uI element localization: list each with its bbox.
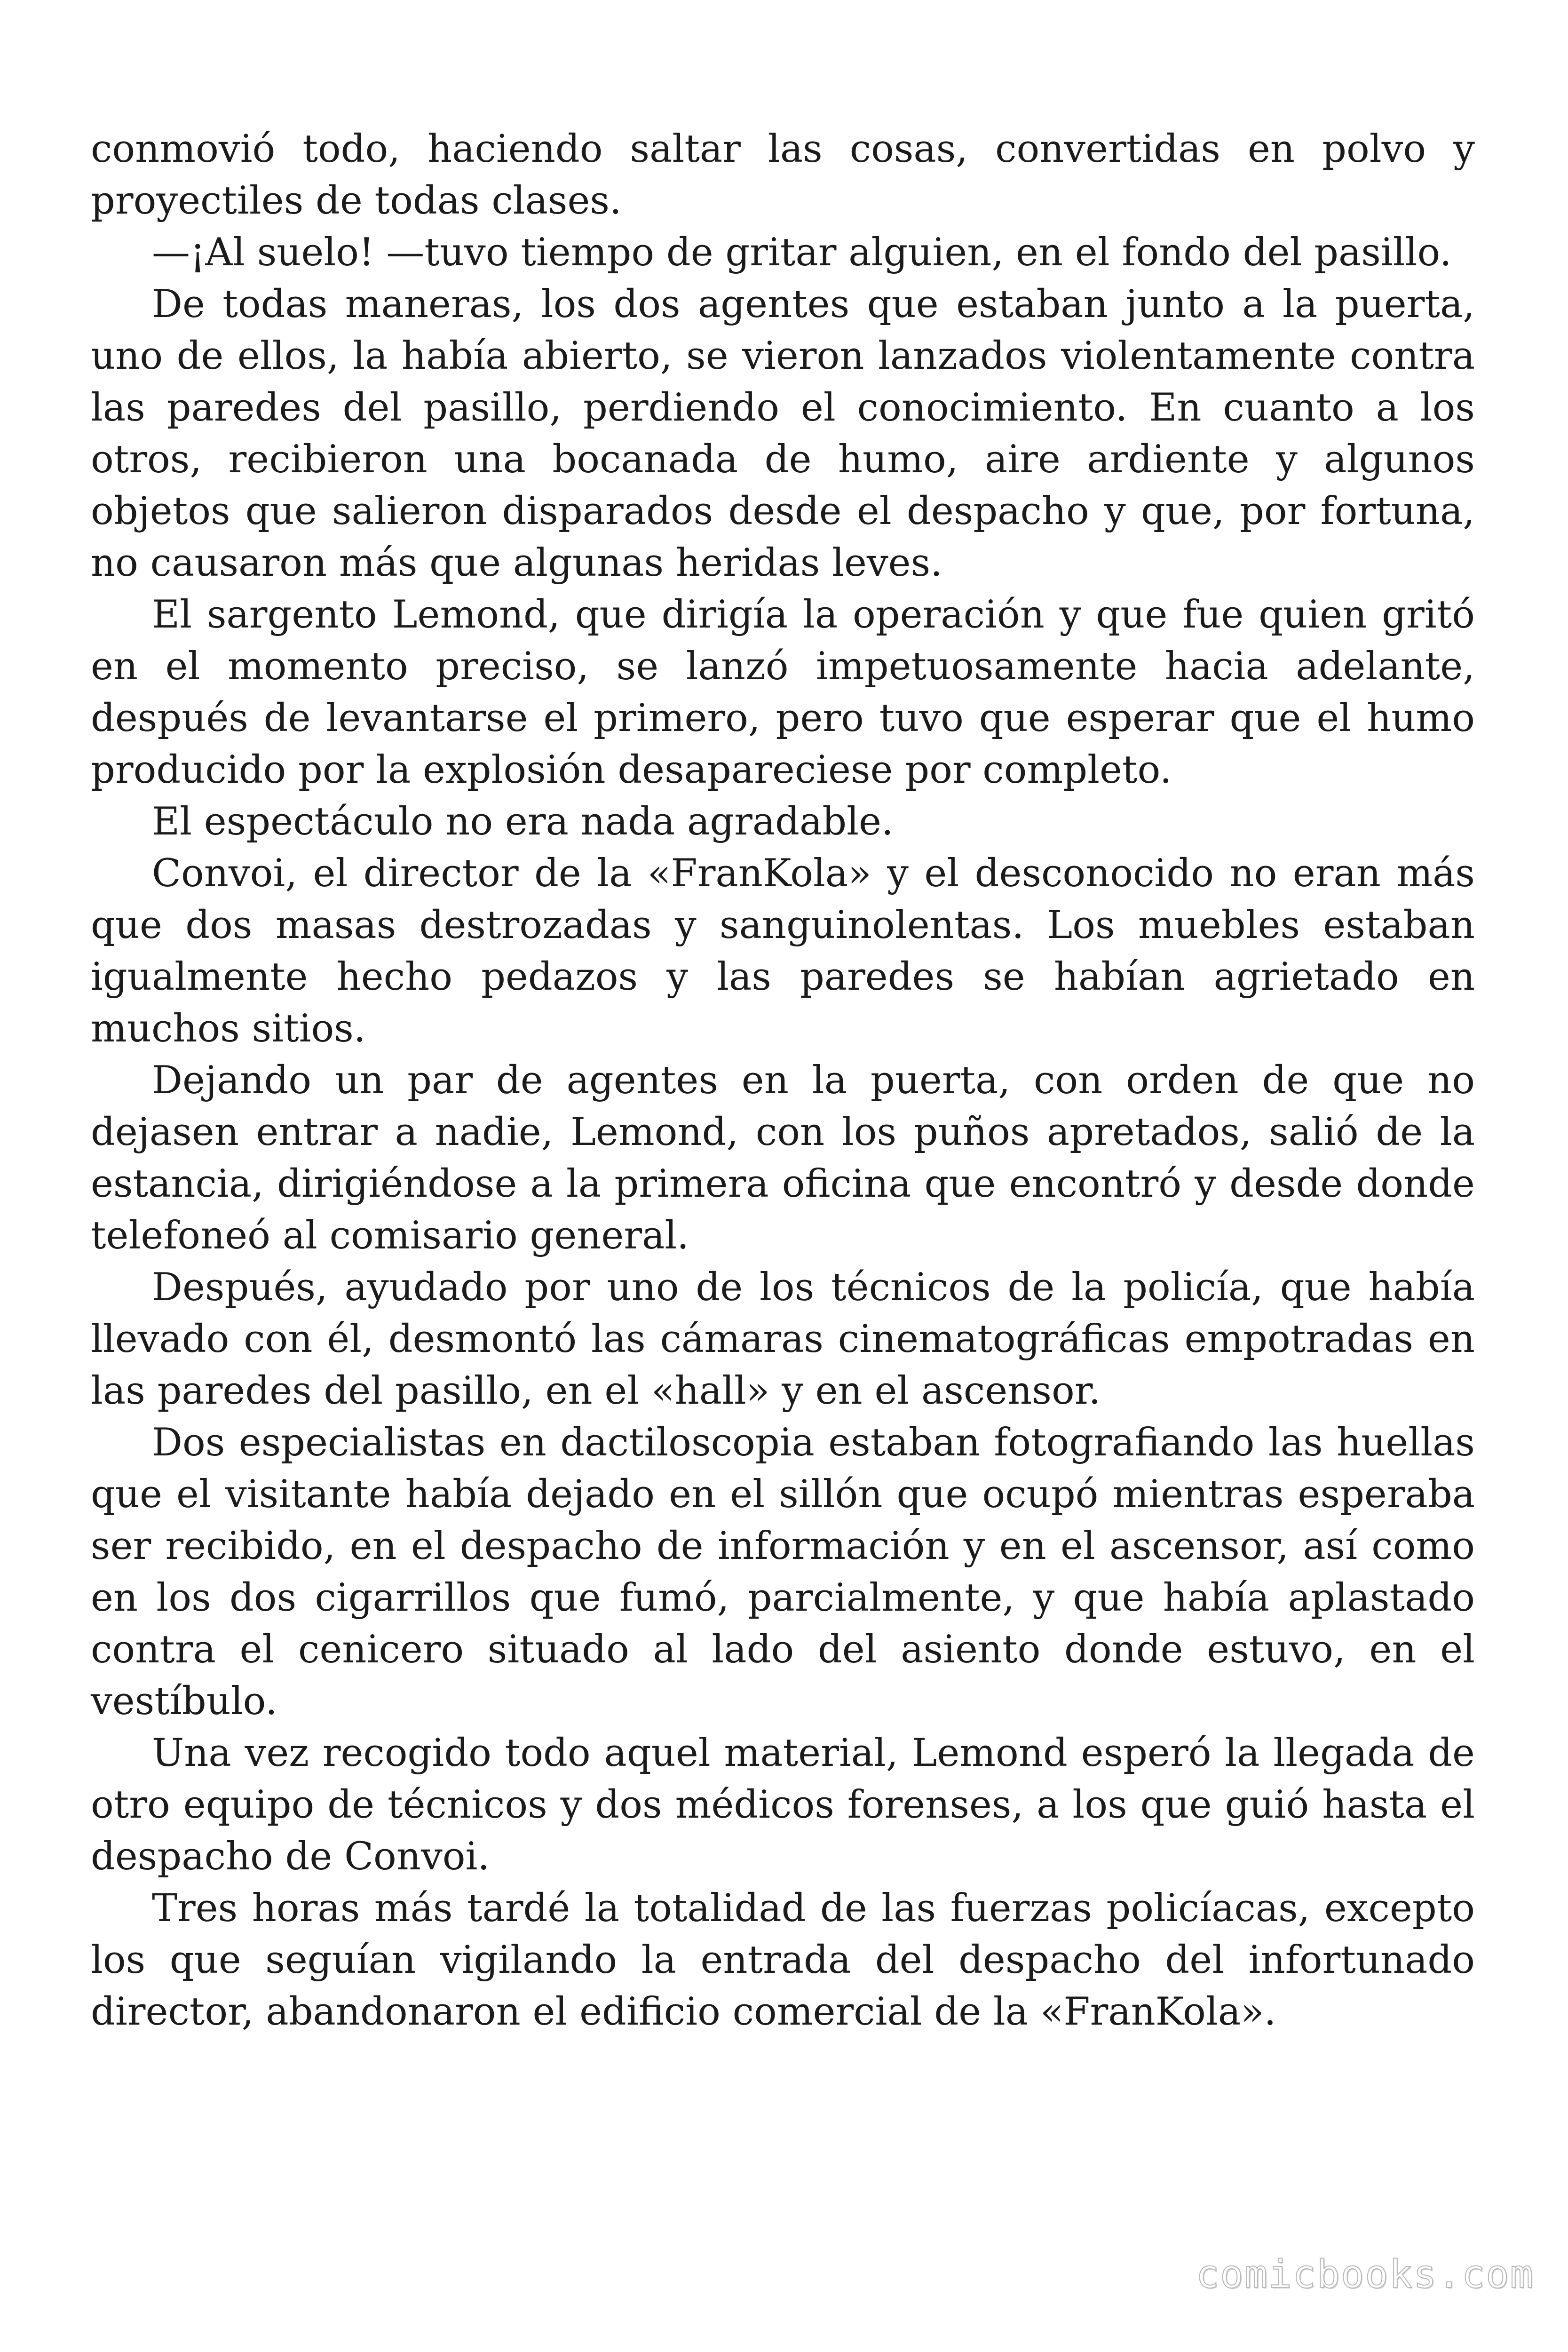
paragraph: El espectáculo no era nada agradable. <box>152 800 894 844</box>
paragraph: El sargento Lemond, que dirigía la operación y que fue quien gritó en el momento preciso, se lanzó impetuosamente hacia adelante, después de levantarse el primero, pero tuvo que esperar que el humo producido por la explosión desapareciese por completo. <box>91 593 1475 792</box>
paragraph: Convoi, el director de la «FranKola» y el desconocido no eran más que dos masas destrozadas y sanguinolentas. Los muebles estaban igualmente hecho pedazos y las paredes se habían agrietado en muchos sitios. <box>91 851 1475 1051</box>
paragraph: Una vez recogido todo aquel material, Lemond esperó la llegada de otro equipo de técnicos y dos médicos forenses, a los que guió hasta el despacho de Convoi. <box>91 1731 1475 1879</box>
page-text-body <box>91 123 1475 2038</box>
paragraph: Dos especialistas en dactiloscopia estaban fotografiando las huellas que el visitante había dejado en el sillón que ocupó mientras esperaba ser recibido, en el despacho de información y en el ascensor, así como en los dos cigarrillos que fumó, parcialmente, y que había aplastado contra el cenicero situado al lado del asiento donde estuvo, en el vestíbulo. <box>91 1421 1475 1724</box>
paragraph: Después, ayudado por uno de los técnicos de la policía, que había llevado con él, desmontó las cámaras cinematográficas empotradas en las paredes del pasillo, en el «hall» y en el ascensor. <box>91 1265 1475 1413</box>
paragraph: Dejando un par de agentes en la puerta, con orden de que no dejasen entrar a nadie, Lemond, con los puños apretados, salió de la estancia, dirigiéndose a la primera oficina que encontró y desde donde telefoneó al comisario general. <box>91 1058 1475 1258</box>
site-watermark: comicbooks.com <box>1196 2252 1534 2297</box>
paragraph-continuation: conmovió todo, haciendo saltar las cosas, convertidas en polvo y proyectiles de todas clases. <box>91 127 1475 223</box>
paragraph: —¡Al suelo! —tuvo tiempo de gritar alguien, en el fondo del pasillo. <box>152 230 1452 275</box>
paragraph: Tres horas más tardé la totalidad de las fuerzas policíacas, excepto los que seguían vigilando la entrada del despacho del infortunado director, abandonaron el edificio comercial de la «FranKola». <box>91 1886 1475 2034</box>
paragraph: De todas maneras, los dos agentes que estaban junto a la puerta, uno de ellos, la había abierto, se vieron lanzados violentamente contra las paredes del pasillo, perdiendo el conocimiento. En cuanto a los otros, recibieron una bocanada de humo, aire ardiente y algunos objetos que salieron disparados desde el despacho y que, por fortuna, no causaron más que algunas heridas leves. <box>91 282 1475 585</box>
